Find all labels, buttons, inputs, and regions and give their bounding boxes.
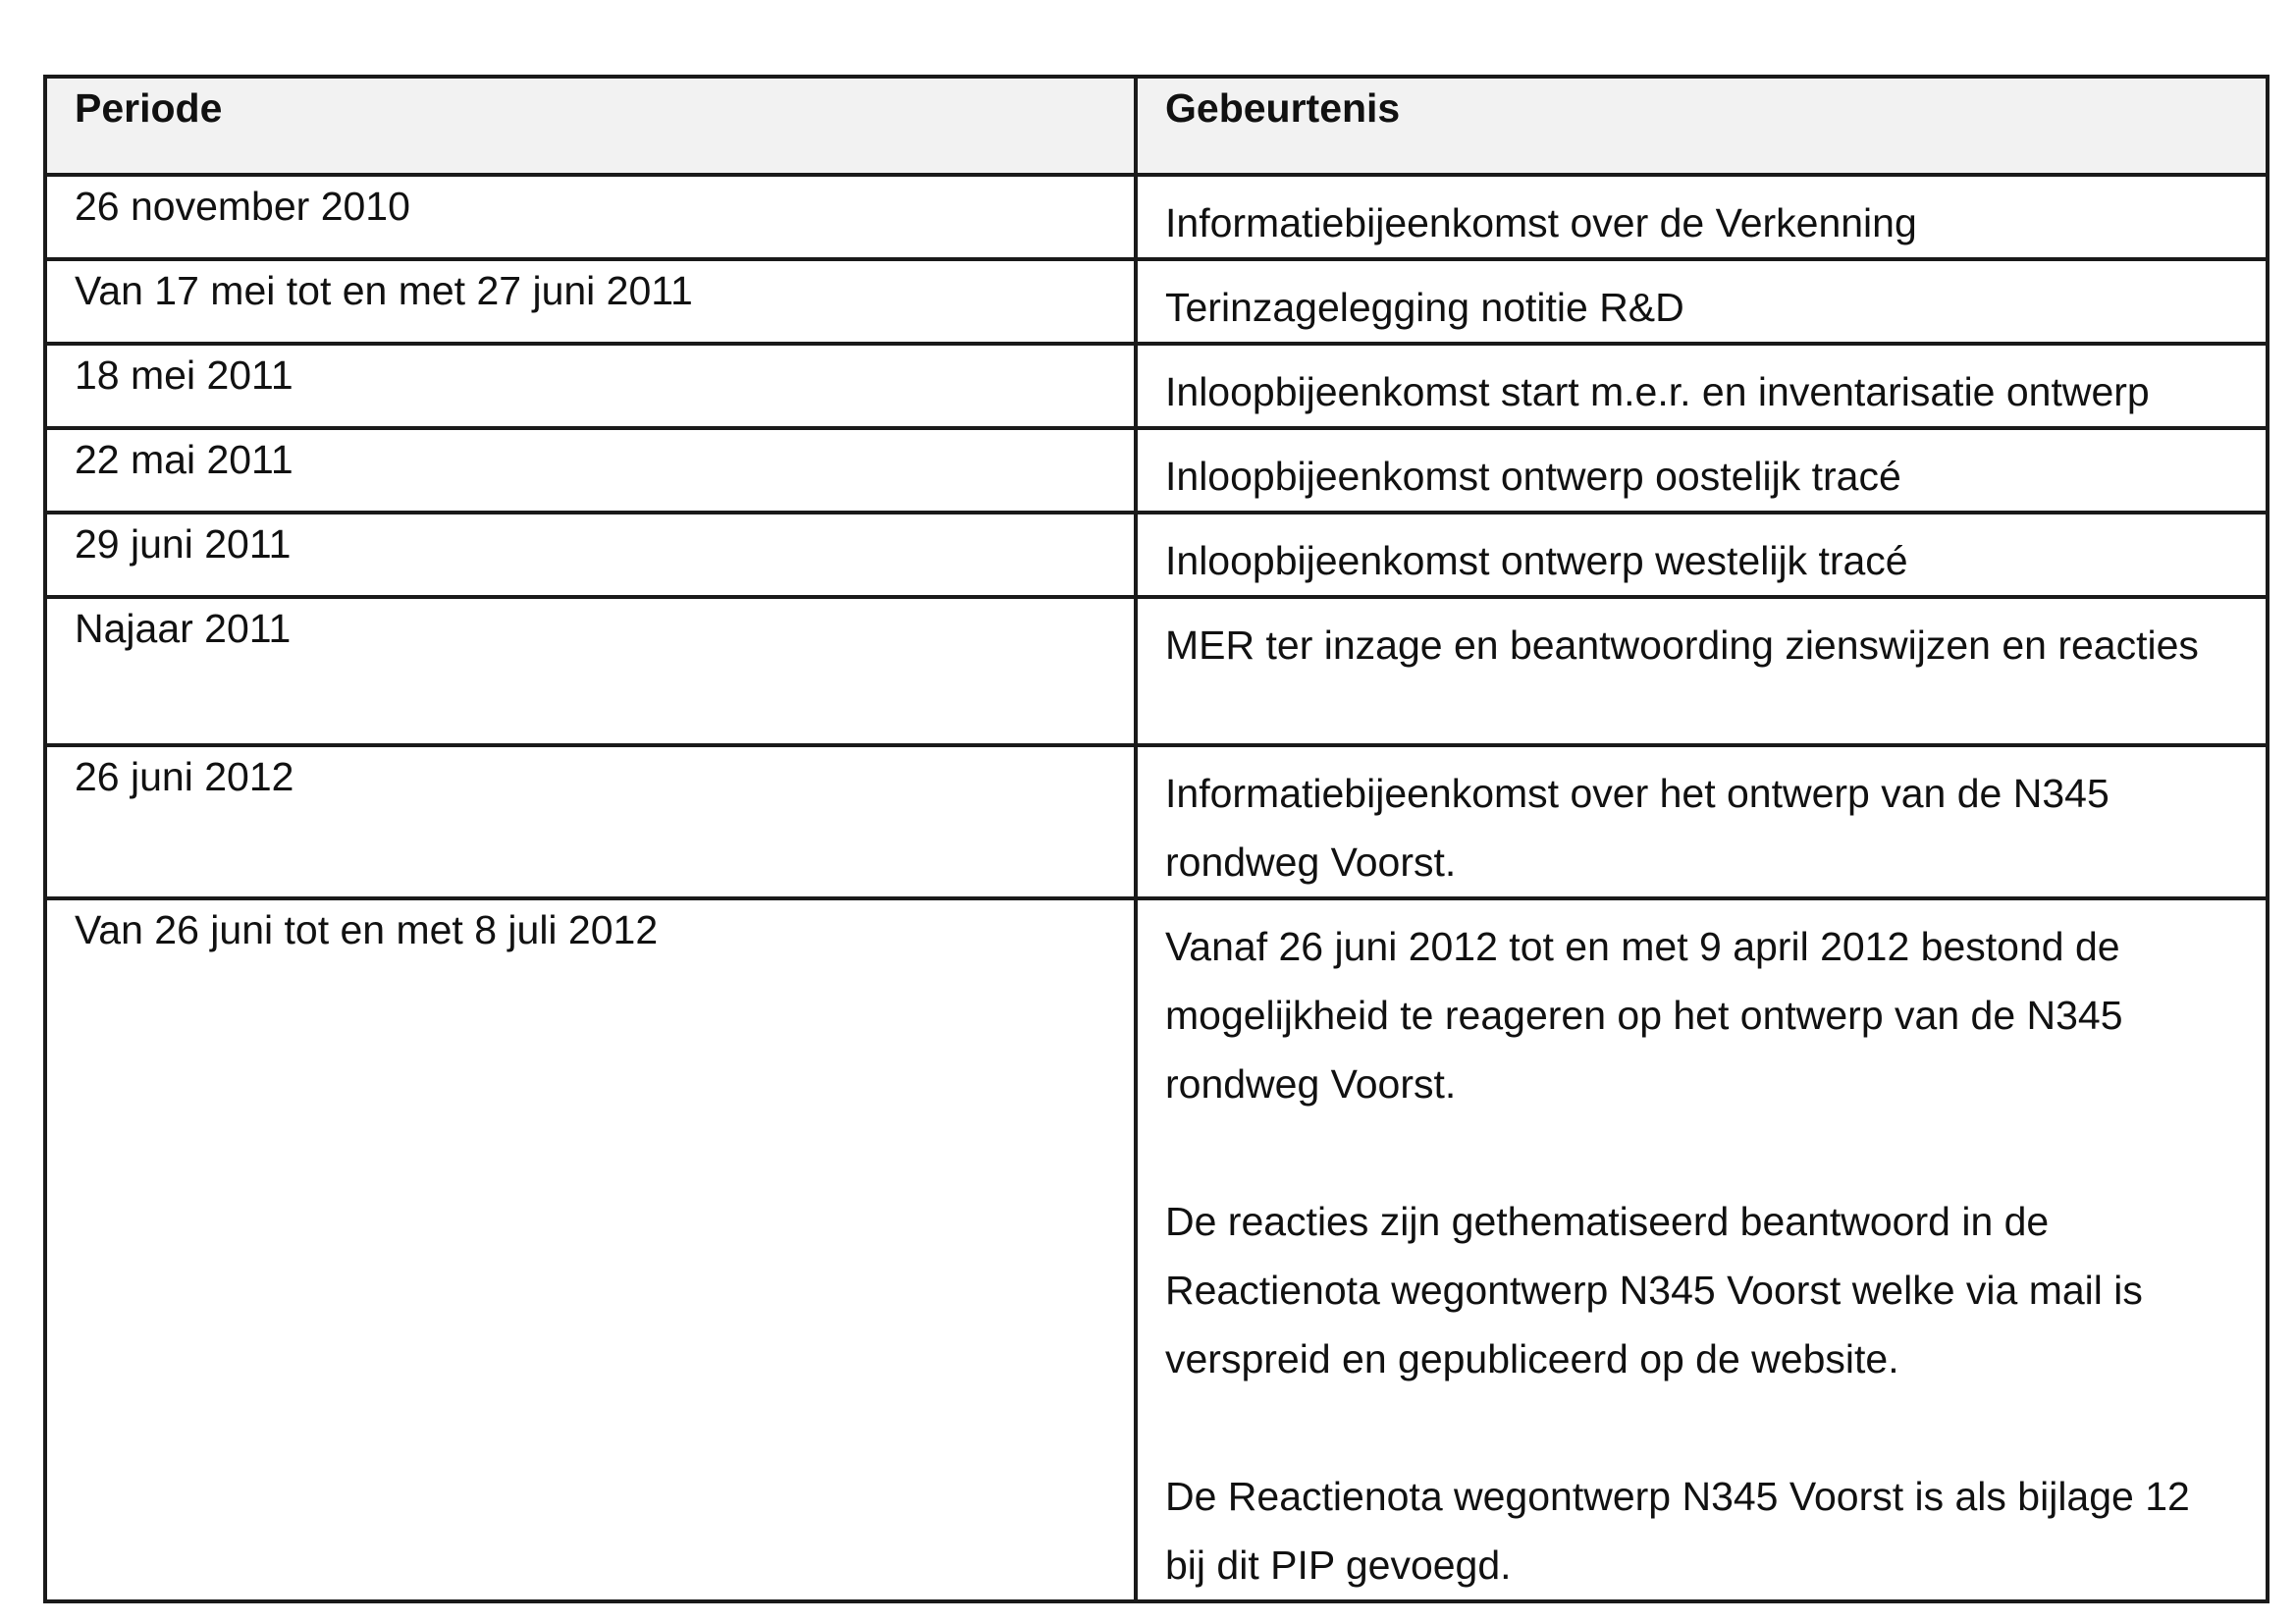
event-text: Informatiebijeenkomst over de Verkenning xyxy=(1165,200,1917,245)
period-cell: Van 26 juni tot en met 8 juli 2012 xyxy=(45,898,1136,1601)
event-text: Informatiebijeenkomst over het ontwerp van de N345 rondweg Voorst. xyxy=(1165,771,2109,885)
event-text: Terinzagelegging notitie R&D xyxy=(1165,285,1684,330)
table-row xyxy=(45,259,2268,344)
event-text: Inloopbijeenkomst start m.e.r. en inventarisatie ontwerp xyxy=(1165,369,2150,414)
header-row xyxy=(45,77,2268,175)
events-table xyxy=(43,75,2269,1603)
event-cell xyxy=(1136,597,2268,745)
period-cell: 26 november 2010 xyxy=(45,175,1136,259)
period-cell: Van 17 mei tot en met 27 juni 2011 xyxy=(45,259,1136,344)
period-cell: 22 mai 2011 xyxy=(45,428,1136,513)
event-paragraph: De Reactienota wegontwerp N345 Voorst is als bijlage 12 bij dit PIP gevoegd. xyxy=(1165,1474,2190,1588)
period-cell: 18 mei 2011 xyxy=(45,344,1136,428)
period-cell: 29 juni 2011 xyxy=(45,513,1136,597)
event-cell xyxy=(1136,259,2268,344)
event-cell xyxy=(1136,428,2268,513)
event-paragraph: Vanaf 26 juni 2012 tot en met 9 april 2012 bestond de mogelijkheid te reageren op het ontwerp van de N345 rondweg Voorst. xyxy=(1165,924,2123,1107)
table-row xyxy=(45,344,2268,428)
table-row xyxy=(45,175,2268,259)
event-text: Inloopbijeenkomst ontwerp westelijk tracé xyxy=(1165,538,1908,583)
table-row xyxy=(45,745,2268,898)
header-event: Gebeurtenis xyxy=(1136,77,2268,175)
event-text: MER ter inzage en beantwoording zienswijzen en reacties xyxy=(1165,623,2199,668)
event-cell xyxy=(1136,344,2268,428)
table-row xyxy=(45,428,2268,513)
header-period: Periode xyxy=(45,77,1136,175)
event-text: Inloopbijeenkomst ontwerp oostelijk tracé xyxy=(1165,454,1901,499)
period-cell: Najaar 2011 xyxy=(45,597,1136,745)
event-cell xyxy=(1136,745,2268,898)
table-row xyxy=(45,597,2268,745)
table-row xyxy=(45,898,2268,1601)
table-row xyxy=(45,513,2268,597)
event-cell xyxy=(1136,898,2268,1601)
event-cell xyxy=(1136,513,2268,597)
event-paragraph: De reacties zijn gethematiseerd beantwoord in de Reactienota wegontwerp N345 Voorst welke via mail is verspreid en gepubliceerd op de website. xyxy=(1165,1199,2143,1381)
period-cell: 26 juni 2012 xyxy=(45,745,1136,898)
event-cell xyxy=(1136,175,2268,259)
